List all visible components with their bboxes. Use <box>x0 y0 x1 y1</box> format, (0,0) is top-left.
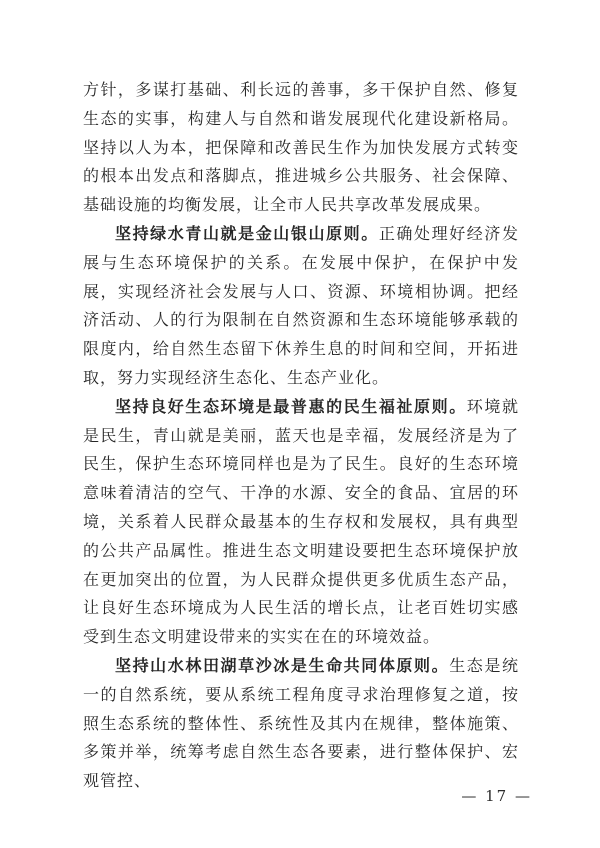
paragraph-text: 环境就是民生，青山就是美丽，蓝天也是幸福，发展经济是为了民生，保护生态环境同样也是为了民生。良好的生态环境意味着清洁的空气、干净的水源、安全的食品、宜居的环境，关系着人民群众最基本的生存权和发展权，具有典型的公共产品属性。推进生态文明建设要把生态环境保护放在更加突出的位置，为人民群众提供更多优质生态产品，让良好生态环境成为人民生活的增长点，让老百姓切实感受到生态文明建设带来的实实在在的环境效益。 <box>83 396 519 647</box>
paragraph <box>83 652 519 796</box>
document-body <box>83 76 519 796</box>
paragraph-text: 正确处理好经济发展与生态环境保护的关系。在发展中保护，在保护中发展，实现经济社会发展与人口、资源、环境相协调。把经济活动、人的行为限制在自然资源和生态环境能够承载的限度内，给自然生态留下休养生息的时间和空间，开拓进取，努力实现经济生态化、生态产业化。 <box>83 223 519 387</box>
paragraph-text: 生态是统一的自然系统，要从系统工程角度寻求治理修复之道，按照生态系统的整体性、系统性及其内在规律，整体施策、多策并举，统筹考虑自然生态各要素，进行整体保护、宏观管控、 <box>83 655 519 791</box>
paragraph-lead: 坚持绿水青山就是金山银山原则。 <box>115 223 379 243</box>
paragraph-text: 方针，多谋打基础、利长远的善事，多干保护自然、修复生态的实事，构建人与自然和谐发展现代化建设新格局。坚持以人为本，把保障和改善民生作为加快发展方式转变的根本出发点和落脚点，推进城乡公共服务、社会保障、基础设施的均衡发展，让全市人民共享改革发展成果。 <box>83 80 519 215</box>
paragraph <box>83 76 519 220</box>
paragraph-lead: 坚持山水林田湖草沙冰是生命共同体原则。 <box>115 655 450 675</box>
page-number: — 17 — <box>461 787 532 805</box>
paragraph-lead: 坚持良好生态环境是最普惠的民生福祉原则。 <box>115 396 467 416</box>
paragraph <box>83 393 519 652</box>
paragraph <box>83 220 519 393</box>
